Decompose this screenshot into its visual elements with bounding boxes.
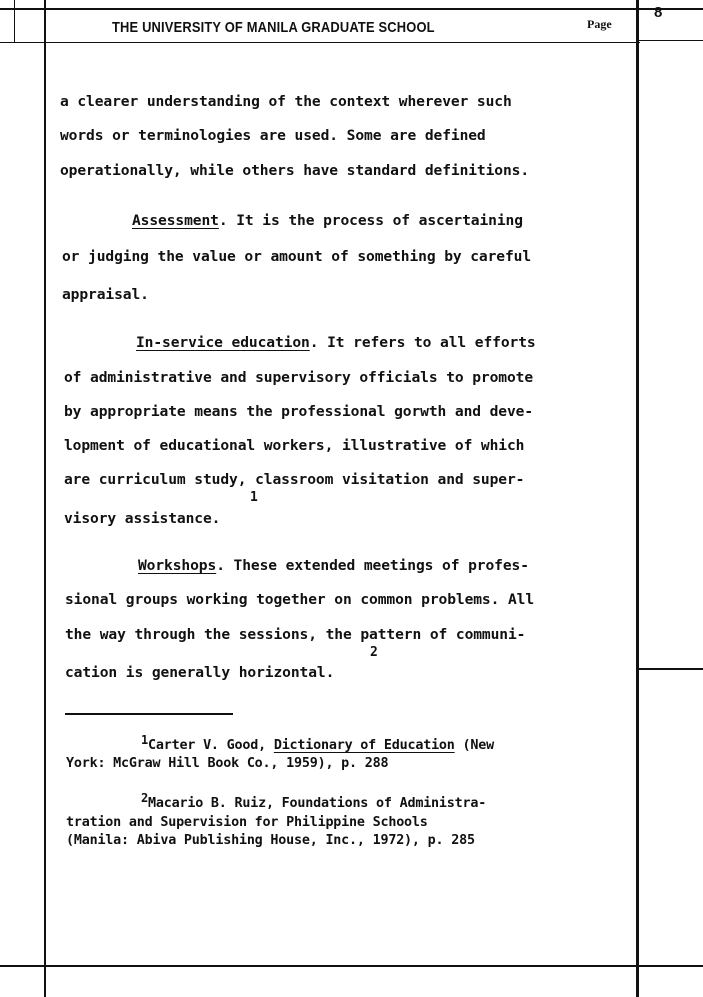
term-workshops: Workshops (138, 557, 217, 574)
footnote-1-author: Carter V. Good, (148, 738, 274, 753)
footnote-1-line-2: York: McGraw Hill Book Co., 1959), p. 288 (66, 756, 389, 771)
body-line: cation is generally horizontal. (65, 664, 335, 681)
body-line: visory assistance. (64, 510, 221, 527)
top-border-rule (0, 8, 703, 10)
term-inservice-education: In-service education (136, 334, 310, 351)
left-edge-rule (14, 0, 15, 42)
body-line: appraisal. (62, 286, 149, 303)
left-margin-rule (44, 0, 46, 997)
body-line: a clearer understanding of the context wherever such (60, 93, 512, 110)
footnote-separator (65, 713, 233, 715)
body-line: the way through the sessions, the pattern of communi- (65, 626, 526, 643)
body-line: words or terminologies are used. Some are defined (60, 127, 486, 144)
page-header-title: THE UNIVERSITY OF MANILA GRADUATE SCHOOL (112, 19, 435, 36)
right-column-rule-lower (638, 668, 703, 670)
footnote-2-line-2: tration and Supervision for Philippine Schools (66, 815, 428, 830)
body-line: or judging the value or amount of something by careful (62, 248, 532, 265)
header-bottom-rule (0, 42, 640, 43)
body-line: by appropriate means the professional gorwth and deve- (64, 403, 534, 420)
definition-workshops (138, 557, 529, 574)
footnote-1-after-title: (New (454, 738, 494, 753)
term-assessment: Assessment (132, 212, 219, 229)
footnote-1-number: 1 (141, 733, 149, 747)
footnote-2-line-1: Macario B. Ruiz, Foundations of Administra- (148, 796, 487, 811)
definition-inservice (136, 334, 536, 351)
body-line: operationally, while others have standard definitions. (60, 162, 530, 179)
body-line: lopment of educational workers, illustrative of which (64, 437, 525, 454)
right-margin-rule (636, 0, 639, 997)
footnote-1 (141, 733, 494, 753)
page-number: 8 (654, 4, 663, 21)
definition-assessment (132, 212, 523, 229)
body-line: of administrative and supervisory officials to promote (64, 369, 534, 386)
body-line: sional groups working together on common problems. All (65, 591, 535, 608)
footnote-reference-2: 2 (370, 645, 378, 660)
bottom-border-rule (0, 965, 703, 967)
footnote-reference-1: 1 (250, 490, 258, 505)
footnote-2 (141, 791, 487, 811)
right-column-rule-upper (638, 40, 703, 41)
assessment-definition-start: . It is the process of ascertaining (218, 212, 523, 229)
body-line: are curriculum study, classroom visitation and super- (64, 471, 525, 488)
inservice-definition-start: . It refers to all efforts (309, 334, 536, 351)
footnote-2-line-3: (Manila: Abiva Publishing House, Inc., 1972), p. 285 (66, 833, 475, 848)
workshops-definition-start: . These extended meetings of profes- (216, 557, 529, 574)
page-label: Page (587, 17, 612, 31)
footnote-2-number: 2 (141, 791, 149, 805)
footnote-1-book-title: Dictionary of Education (273, 738, 455, 753)
